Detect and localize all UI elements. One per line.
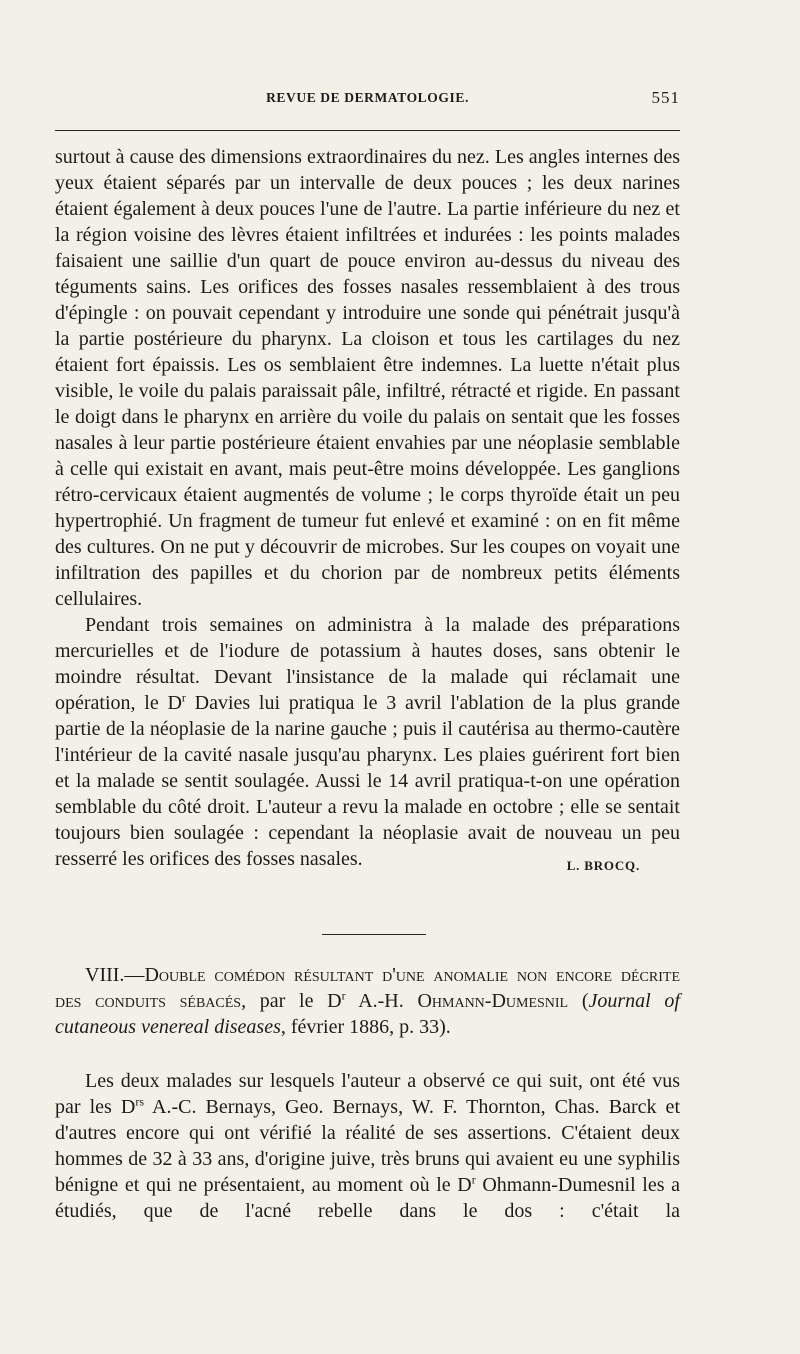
running-title: REVUE DE DERMATOLOGIE. <box>266 90 469 105</box>
text-block-new-section <box>55 1068 680 1224</box>
paragraph-text: A.-C. Bernays, Geo. Bernays, W. F. Thornton, Chas. Barck et d'autres encore qui ont vérifié la réalité de ses assertions. C'étaient deux hommes de 32 à 33 ans, d'origine juive, très bruns qui avaient eu une syphilis bénigne et qui ne présentaient, au moment où le D <box>55 1096 680 1196</box>
page-number: 551 <box>651 88 680 107</box>
paragraph-text: Les deux malades sur lesquels l'auteur a observé ce qui suit, ont été vus par les D <box>55 1070 680 1118</box>
header-rule <box>55 130 680 131</box>
author-initials: A.-H. <box>345 990 418 1012</box>
running-header <box>55 90 680 118</box>
section-number: VIII.— <box>85 964 145 986</box>
section-by: , par le D <box>241 990 342 1012</box>
paragraph-text: Pendant trois semaines on administra à la malade des préparations mercurielles et de l'iodure de potassium à hautes doses, sans obtenir le moindre résultat. Devant l'insistance de la malade qui réclamait une opération, le D <box>55 614 680 714</box>
open-paren: ( <box>568 990 589 1012</box>
section-title: Double comédon résultant d'une anomalie non encore décrite des conduits sébacés <box>55 964 680 1012</box>
section-heading <box>55 962 680 1040</box>
paragraph-text: Davies lui pratiqua le 3 avril l'ablation de la plus grande partie de la néoplasie de la narine gauche ; puis il cautérisa au thermo-cautère l'intérieur de la cavité nasale jusqu'au pharynx. Les plaies guérirent fort bien et la malade se sentit soulagée. Aussi le 14 avril pratiqua-t-on une opération semblable du côté droit. L'auteur a revu la malade en octobre ; elle se sentait toujours bien soulagée : cependant la néoplasie avait de nouveau un peu resserré les orifices des fosses nasales. <box>55 692 681 870</box>
paragraph-text: Ohmann-Dumesnil les a étudiés, que de l'acné rebelle dans le dos : c'était la <box>55 1174 680 1222</box>
citation-detail: , février 1886, p. 33). <box>280 1016 451 1038</box>
superscript: r <box>471 1172 476 1187</box>
journal-title: Journal of cutaneous venereal diseases <box>55 990 680 1038</box>
section-heading-text <box>55 962 680 1040</box>
author-signature: L. BROCQ. <box>566 858 640 873</box>
section-divider <box>322 934 426 935</box>
superscript: rs <box>135 1094 145 1109</box>
paragraph-observation <box>55 1068 680 1224</box>
author-name: Ohmann-Dumesnil <box>417 990 569 1012</box>
paragraph-treatment <box>55 612 680 872</box>
superscript: r <box>341 988 346 1003</box>
superscript: r <box>181 690 186 705</box>
text-block-continuation <box>55 144 680 879</box>
paragraph-continuation: surtout à cause des dimensions extraordinaires du nez. Les angles internes des yeux étaient séparés par un intervalle de deux pouces ; les deux narines étaient également à deux pouces l'une de l'autre. La partie inférieure du nez et la région voisine des lèvres étaient infiltrées et indurées : les points malades faisaient une saillie d'un quart de pouce environ au-dessus du niveau des téguments sains. Les orifices des fosses nasales ressemblaient à des trous d'épingle : on pouvait cependant y introduire une sonde qui pénétrait jusqu'à la partie postérieure du pharynx. La cloison et tous les cartilages du nez étaient fort épaissis. Les os semblaient être indemnes. La luette n'était plus visible, le voile du palais paraissait pâle, infiltré, rétracté et rigide. En passant le doigt dans le pharynx en arrière du voile du palais on sentait que les fosses nasales à leur partie postérieure étaient envahies par une néoplasie semblable à celle qui existait en avant, mais peut-être moins développée. Les ganglions rétro-cervicaux étaient augmentés de volume ; le corps thyroïde était un peu hypertrophié. Un fragment de tumeur fut enlevé et examiné : on en fit même des cultures. On ne put y découvrir de microbes. Sur les coupes on voyait une infiltration des papilles et du chorion par de nombreux petits éléments cellulaires. <box>55 146 680 610</box>
